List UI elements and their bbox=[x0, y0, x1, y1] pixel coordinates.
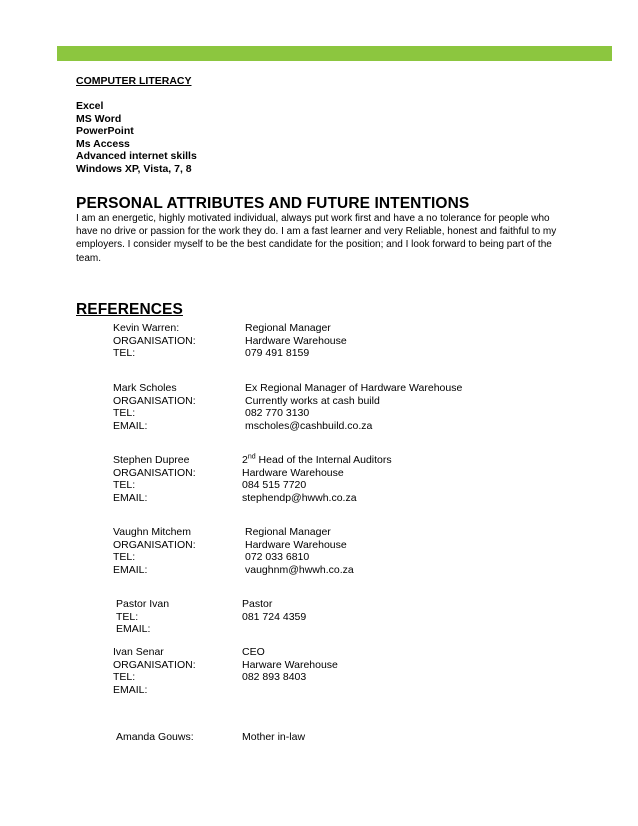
ref-org: Hardware Warehouse bbox=[245, 538, 347, 551]
ref-tel-label: TEL: bbox=[113, 671, 136, 683]
ref-tel-label: TEL: bbox=[113, 551, 136, 563]
ref-tel: 084 515 7720 bbox=[242, 479, 307, 491]
skill-item: PowerPoint bbox=[76, 125, 134, 137]
ref-name: Amanda Gouws: bbox=[116, 731, 194, 743]
skill-item: Windows XP, Vista, 7, 8 bbox=[76, 162, 192, 175]
ref-org: Harware Warehouse bbox=[242, 658, 338, 671]
ref-org-label: ORGANISATION: bbox=[113, 394, 196, 407]
ref-email-label: EMAIL: bbox=[113, 683, 148, 696]
ref-tel-label: TEL: bbox=[113, 407, 136, 419]
ref-role: Regional Manager bbox=[245, 322, 331, 334]
ref-tel: 072 033 6810 bbox=[245, 551, 310, 563]
references-title: REFERENCES bbox=[76, 301, 183, 318]
ref-org: Hardware Warehouse bbox=[245, 334, 347, 347]
ref-role: 2nd Head of the Internal Auditors bbox=[242, 453, 392, 466]
ref-org-label: ORGANISATION: bbox=[113, 466, 196, 479]
ref-email-label: EMAIL: bbox=[116, 623, 151, 635]
ref-tel: 081 724 4359 bbox=[242, 610, 307, 623]
ref-role: Mother in-law bbox=[242, 731, 306, 743]
skill-item: Excel bbox=[76, 100, 104, 112]
ref-name: Stephen Dupree bbox=[113, 454, 190, 466]
ref-role: Regional Manager bbox=[245, 526, 331, 538]
ref-org-label: ORGANISATION: bbox=[113, 538, 196, 551]
skills-list bbox=[76, 100, 197, 175]
ref-role: Pastor bbox=[242, 598, 273, 610]
ref-org: Hardware Warehouse bbox=[242, 466, 344, 479]
ref-name: Kevin Warren: bbox=[113, 322, 180, 334]
attributes-paragraph: I am an energetic, highly motivated individual, always put work first and have a no tolerance for people who have no drive or passion for the work they do. I am a fast learner and very Reliable, honest and faithful to my employers. I consider myself to be the best candidate for the position; and I look forward to being part of the team. bbox=[76, 213, 557, 264]
ref-org: Currently works at cash build bbox=[245, 394, 380, 407]
ref-email-label: EMAIL: bbox=[113, 419, 148, 432]
ref-email: stephendp@hwwh.co.za bbox=[242, 491, 357, 504]
ref-name: Ivan Senar bbox=[113, 646, 164, 658]
ref-org-label: ORGANISATION: bbox=[113, 334, 196, 347]
skill-item: Advanced internet skills bbox=[76, 150, 197, 162]
ref-role: CEO bbox=[242, 646, 265, 658]
ref-tel-label: TEL: bbox=[113, 479, 136, 491]
ref-tel: 082 770 3130 bbox=[245, 407, 310, 419]
computer-literacy-title: COMPUTER LITERACY bbox=[76, 75, 192, 87]
ref-email: vaughnm@hwwh.co.za bbox=[245, 563, 354, 576]
ref-name: Vaughn Mitchem bbox=[113, 526, 192, 538]
ref-email: mscholes@cashbuild.co.za bbox=[245, 419, 373, 432]
ref-email-label: EMAIL: bbox=[113, 563, 148, 576]
header-green-bar bbox=[57, 46, 612, 61]
ref-tel-label: TEL: bbox=[116, 610, 139, 623]
ref-tel: 079 491 8159 bbox=[245, 347, 310, 359]
ref-tel-label: TEL: bbox=[113, 347, 136, 359]
attributes-title: PERSONAL ATTRIBUTES AND FUTURE INTENTIONS bbox=[76, 195, 470, 212]
ref-org-label: ORGANISATION: bbox=[113, 658, 196, 671]
skill-item: MS Word bbox=[76, 112, 122, 125]
ref-tel: 082 893 8403 bbox=[242, 671, 307, 683]
ref-role: Ex Regional Manager of Hardware Warehouse bbox=[245, 382, 463, 394]
ref-name: Pastor Ivan bbox=[116, 598, 170, 610]
ref-name: Mark Scholes bbox=[113, 382, 177, 394]
ref-email-label: EMAIL: bbox=[113, 491, 148, 504]
skill-item: Ms Access bbox=[76, 137, 130, 150]
